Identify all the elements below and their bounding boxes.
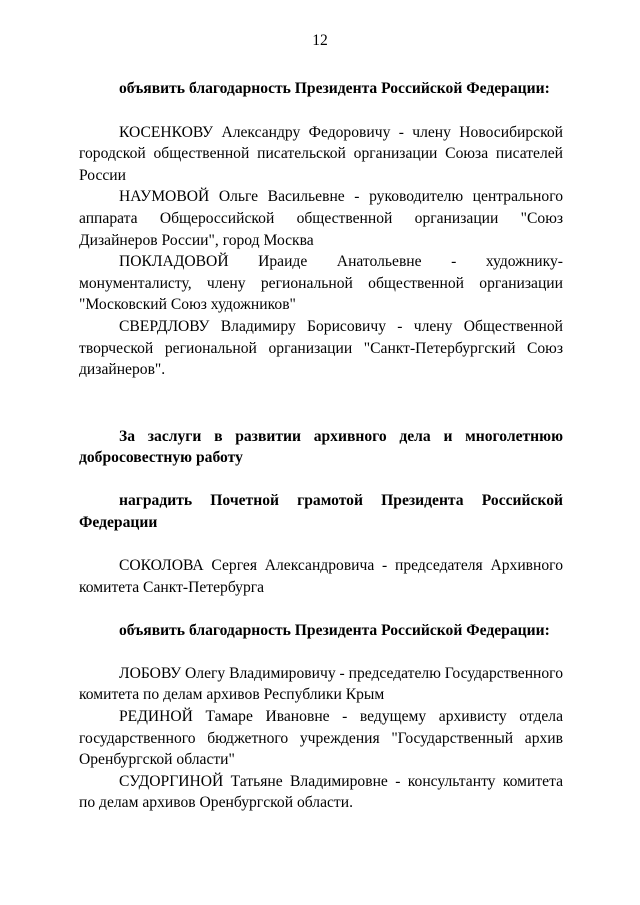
entry-kosenkov: КОСЕНКОВУ Александру Федоровичу - члену Новосибирской городской общественной писательской организации Союза писателей России — [79, 123, 563, 184]
entry-pokladova: ПОКЛАДОВОЙ Ираиде Анатольевне - художнику-монументалисту, члену региональной общественной организации "Московский Союз художников" — [79, 253, 563, 314]
merit-heading: За заслуги в развитии архивного дела и многолетнюю добросовестную работу — [79, 427, 563, 467]
entry-sokolov: СОКОЛОВА Сергея Александровича - председателя Архивного комитета Санкт-Петербурга — [79, 557, 563, 596]
entry-sverdlov: СВЕРДЛОВУ Владимиру Борисовичу - члену Общественной творческой региональной организации "Санкт-Петербургский Союз дизайнеров". — [79, 317, 563, 379]
entry-lobova: ЛОБОВУ Олегу Владимировичу - председателю Государственного комитета по делам архивов Республики Крым — [79, 664, 563, 704]
entry-redina: РЕДИНОЙ Тамаре Ивановне - ведущему архивисту отдела государственного бюджетного учреждения "Государственный архив Оренбургской области" — [79, 708, 563, 769]
page-number: 12 — [312, 32, 328, 49]
award-heading: наградить Почетной грамотой Президента Российской Федерации — [79, 491, 563, 531]
thanks-heading: объявить благодарность Президента Российской Федерации: — [119, 622, 550, 640]
document-body — [79, 78, 563, 814]
section1-heading: объявить благодарность Президента Российской Федерации: — [119, 80, 550, 97]
entry-sudorgina: СУДОРГИНОЙ Татьяне Владимировне - консультанту комитета по делам архивов Оренбургской области. — [79, 772, 563, 812]
entry-naumova: НАУМОВОЙ Ольге Васильевне - руководителю центрального аппарата Общероссийской общественной организации "Союз Дизайнеров России", город Москва — [79, 188, 563, 249]
